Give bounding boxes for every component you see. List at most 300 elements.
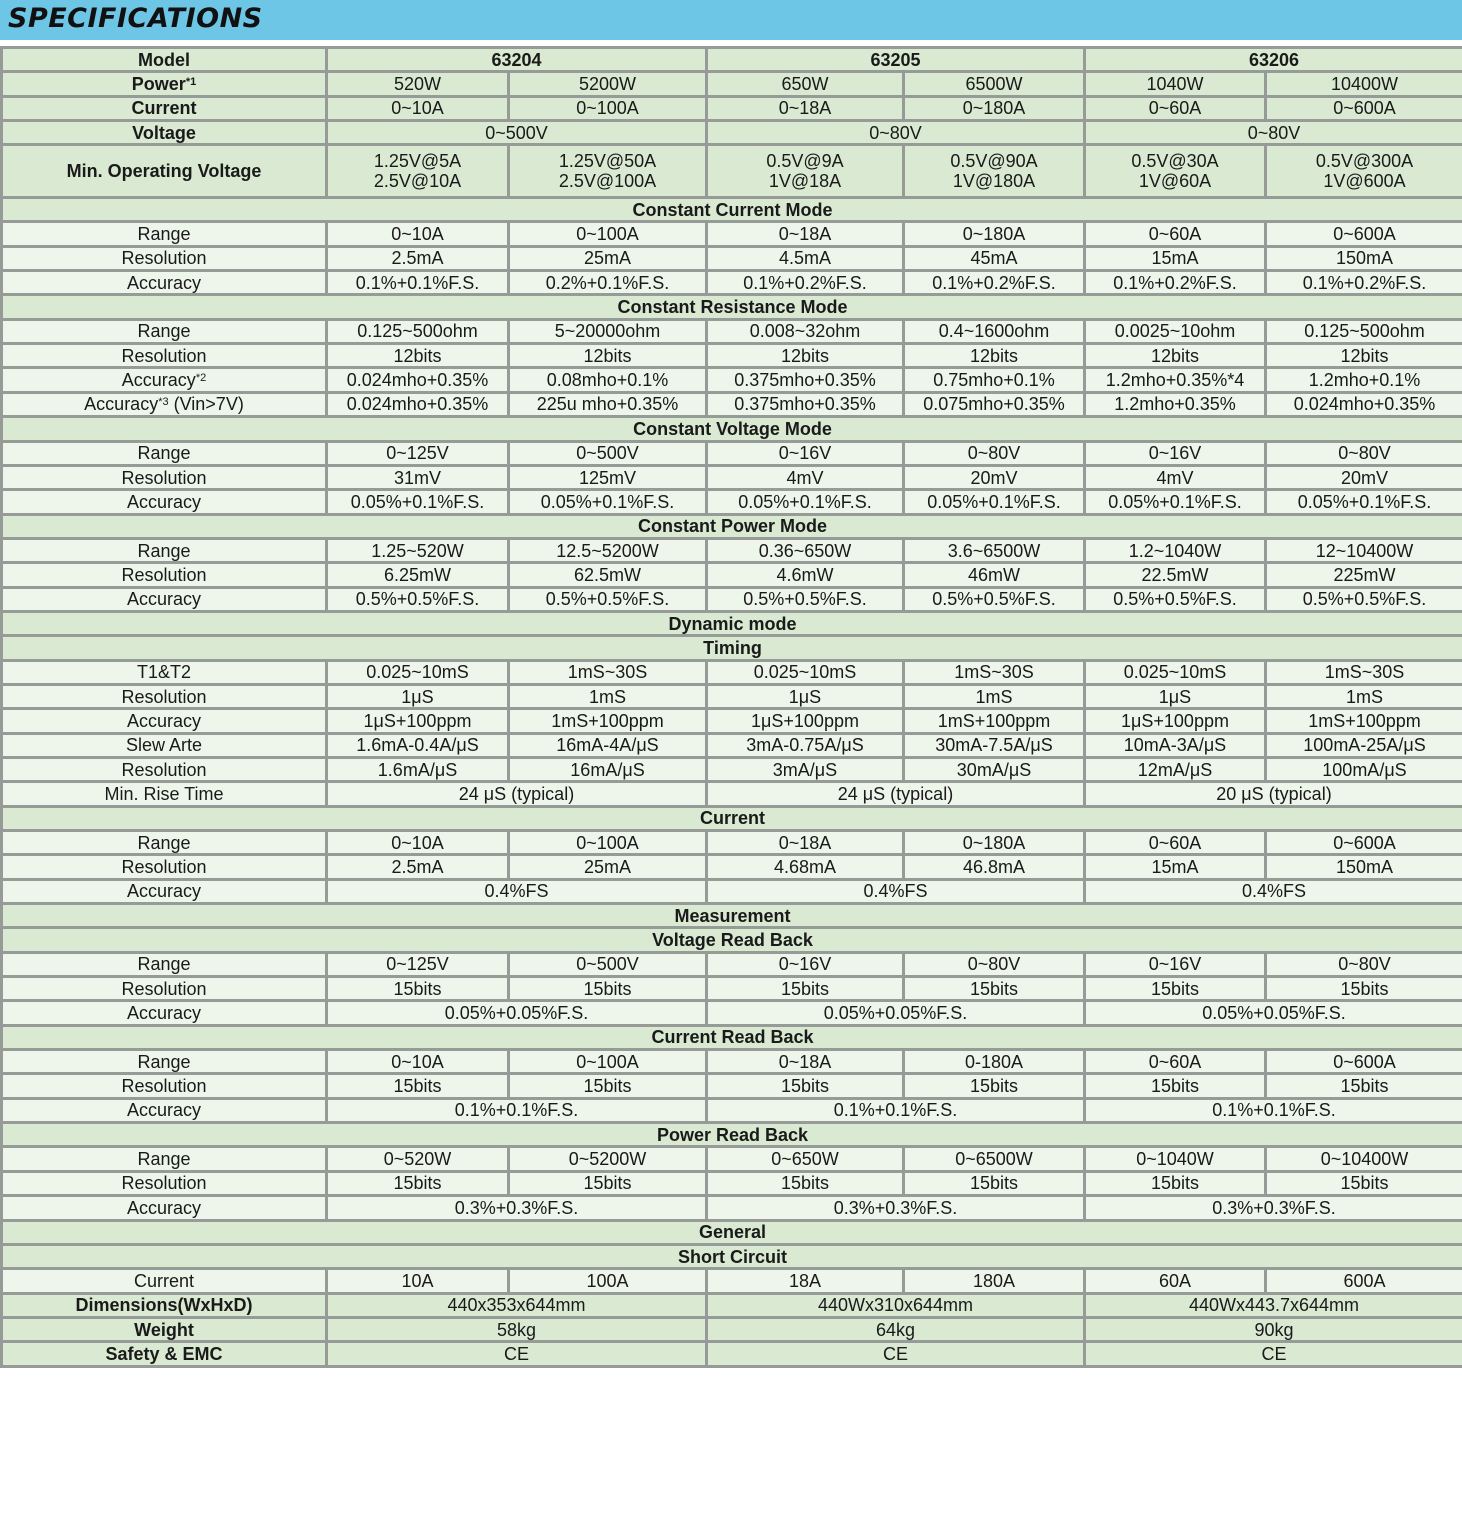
spec-row [2, 660, 1462, 684]
value-cell: 1mS+100ppm [904, 709, 1085, 733]
row-label-text: Resolution [121, 759, 207, 780]
spec-row [2, 879, 1462, 903]
value-cell: 15bits [707, 1074, 904, 1098]
value-cell: 1mS+100ppm [1266, 709, 1462, 733]
value-cell: 46mW [904, 563, 1085, 587]
value-cell: 0~100A [509, 222, 707, 246]
value-cell: 10400W [1266, 72, 1462, 96]
subsection-current: Current [2, 806, 1462, 830]
value-cell: 0.4%FS [1085, 879, 1462, 903]
spec-row [2, 709, 1462, 733]
value-cell: 0.05%+0.1%F.S. [904, 490, 1085, 514]
subsection-vrb: Voltage Read Back [2, 928, 1462, 952]
spec-row [2, 733, 1462, 757]
spec-row [2, 319, 1462, 343]
section-row [2, 417, 1462, 441]
row-label-text: Accuracy [126, 1003, 202, 1024]
value-cell: 0.024mho+0.35% [327, 368, 509, 392]
section-row [2, 1025, 1462, 1049]
value-cell: 0~600A [1266, 96, 1462, 120]
value-cell: 0~18A [707, 831, 904, 855]
value-cell: 0~60A [1085, 831, 1266, 855]
value-cell: 46.8mA [904, 855, 1085, 879]
value-cell: 225u mho+0.35% [509, 392, 707, 416]
value-cell: 1.6mA/μS [327, 757, 509, 781]
row-label-text: Accuracy [126, 272, 202, 293]
value-line: 1V@18A [768, 171, 842, 192]
value-cell: 0~16V [1085, 441, 1266, 465]
value-cell: 0.5%+0.5%F.S. [707, 587, 904, 611]
value-cell: 1.6mA-0.4A/μS [327, 733, 509, 757]
value-cell: 0.024mho+0.35% [1266, 392, 1462, 416]
row-label-text: Current [131, 98, 197, 119]
row-label [2, 1074, 327, 1098]
value-cell: 15bits [327, 1171, 509, 1195]
row-label [2, 145, 327, 198]
row-label [2, 977, 327, 1001]
value-cell: 6.25mW [327, 563, 509, 587]
value-cell: 1.2~1040W [1085, 538, 1266, 562]
section-row [2, 514, 1462, 538]
value-cell: 1μS+100ppm [1085, 709, 1266, 733]
spec-row [2, 441, 1462, 465]
value-line: 1V@180A [952, 171, 1036, 192]
value-cell: 0.1%+0.2%F.S. [1266, 271, 1462, 295]
value-cell: 0~125V [327, 441, 509, 465]
value-cell: 4mV [707, 465, 904, 489]
value-cell: 0~10400W [1266, 1147, 1462, 1171]
value-cell: 10mA-3A/μS [1085, 733, 1266, 757]
section-constant-power: Constant Power Mode [2, 514, 1462, 538]
value-cell: 1040W [1085, 72, 1266, 96]
value-cell: 15bits [1266, 977, 1462, 1001]
spec-row [2, 1293, 1462, 1317]
spec-row [2, 1317, 1462, 1341]
value-line: 1V@60A [1138, 171, 1212, 192]
row-label-text: Current [133, 1270, 195, 1291]
row-label-text: Resolution [121, 978, 207, 999]
value-cell: 0.36~650W [707, 538, 904, 562]
value-cell: 0.1%+0.2%F.S. [904, 271, 1085, 295]
section-row [2, 611, 1462, 635]
section-constant-voltage: Constant Voltage Mode [2, 417, 1462, 441]
value-line: 1.25V@5A [373, 151, 462, 172]
value-cell: 0.025~10mS [327, 660, 509, 684]
value-cell: 20 μS (typical) [1085, 782, 1462, 806]
row-label-text: Resolution [121, 1173, 207, 1194]
value-line: 0.5V@90A [950, 151, 1038, 172]
subsection-short-circuit: Short Circuit [2, 1244, 1462, 1268]
row-label-text: Resolution [121, 686, 207, 707]
value-cell: 1μS [707, 684, 904, 708]
row-label-text: Slew Arte [125, 735, 203, 756]
value-cell: 125mV [509, 465, 707, 489]
value-cell: 1mS [509, 684, 707, 708]
value-cell: 0~10A [327, 831, 509, 855]
value-cell: 0~500V [509, 441, 707, 465]
value-cell: 520W [327, 72, 509, 96]
value-cell: 0~60A [1085, 1050, 1266, 1074]
row-label [2, 1317, 327, 1341]
value-cell: 0.2%+0.1%F.S. [509, 271, 707, 295]
row-label [2, 121, 327, 145]
row-label-text: Range [137, 1149, 191, 1170]
value-cell [707, 145, 904, 198]
value-cell: 1mS~30S [904, 660, 1085, 684]
section-general: General [2, 1220, 1462, 1244]
row-label [2, 319, 327, 343]
row-label [2, 855, 327, 879]
value-cell: 31mV [327, 465, 509, 489]
value-cell: 150mA [1266, 246, 1462, 270]
row-label-text: Dimensions(WxHxD) [75, 1295, 253, 1316]
value-cell: 0.025~10mS [707, 660, 904, 684]
value-cell [509, 145, 707, 198]
value-cell: 0~180A [904, 222, 1085, 246]
value-cell: 0~5200W [509, 1147, 707, 1171]
value-cell: 0.05%+0.05%F.S. [327, 1001, 707, 1025]
value-line: 1V@600A [1323, 171, 1406, 192]
value-cell: 0~80V [904, 952, 1085, 976]
page-title: SPECIFICATIONS [8, 3, 263, 34]
spec-row [2, 222, 1462, 246]
value-cell: 10A [327, 1269, 509, 1293]
row-label-text: Accuracy [126, 881, 202, 902]
value-cell: 12bits [904, 344, 1085, 368]
section-row [2, 806, 1462, 830]
value-cell: 15bits [1266, 1074, 1462, 1098]
spec-row [2, 465, 1462, 489]
value-cell: 0~600A [1266, 831, 1462, 855]
value-cell: 600A [1266, 1269, 1462, 1293]
value-cell: 1mS [1266, 684, 1462, 708]
spec-row [2, 145, 1462, 198]
value-cell [1266, 145, 1462, 198]
value-cell: 0~100A [509, 1050, 707, 1074]
value-cell: 3mA-0.75A/μS [707, 733, 904, 757]
spec-row [2, 72, 1462, 96]
value-cell: 0~60A [1085, 222, 1266, 246]
value-cell: 0~18A [707, 96, 904, 120]
value-cell: 0~10A [327, 1050, 509, 1074]
spec-row [2, 831, 1462, 855]
value-cell: 4.5mA [707, 246, 904, 270]
value-cell: 30mA/μS [904, 757, 1085, 781]
row-label-text: Resolution [121, 248, 207, 269]
row-label-text: Resolution [121, 345, 207, 366]
value-cell: 0~80V [1266, 952, 1462, 976]
spec-row [2, 952, 1462, 976]
value-cell: 0.05%+0.1%F.S. [1266, 490, 1462, 514]
model-63204: 63204 [327, 48, 707, 72]
row-label-text: Range [137, 954, 191, 975]
row-label-text: Accuracy [126, 589, 202, 610]
spec-row [2, 1269, 1462, 1293]
row-label [2, 96, 327, 120]
value-cell: 0~6500W [904, 1147, 1085, 1171]
value-cell: 0.125~500ohm [327, 319, 509, 343]
value-cell: 20mV [904, 465, 1085, 489]
row-label [2, 344, 327, 368]
value-cell: 45mA [904, 246, 1085, 270]
value-cell: 1.2mho+0.1% [1266, 368, 1462, 392]
row-label [2, 684, 327, 708]
spec-row [2, 587, 1462, 611]
value-cell: 12bits [707, 344, 904, 368]
value-cell: 15mA [1085, 246, 1266, 270]
value-cell: 0.5%+0.5%F.S. [327, 587, 509, 611]
value-line: 0.5V@30A [1131, 151, 1219, 172]
value-cell: 0.025~10mS [1085, 660, 1266, 684]
value-cell: 0~18A [707, 1050, 904, 1074]
label-suffix: (Vin>7V) [168, 394, 244, 415]
value-cell: 0~80V [904, 441, 1085, 465]
row-label-text: Range [137, 443, 191, 464]
row-label-text: Accuracy [121, 370, 196, 391]
value-cell: 4.6mW [707, 563, 904, 587]
value-cell: 15bits [327, 1074, 509, 1098]
value-cell: 24 μS (typical) [707, 782, 1085, 806]
value-cell: 0.375mho+0.35% [707, 368, 904, 392]
value-cell: 100mA-25A/μS [1266, 733, 1462, 757]
spec-row [2, 246, 1462, 270]
spec-row [2, 1196, 1462, 1220]
value-cell: 0~180A [904, 96, 1085, 120]
value-cell: 225mW [1266, 563, 1462, 587]
value-cell: 0~10A [327, 96, 509, 120]
model-63205: 63205 [707, 48, 1085, 72]
footnote-marker: *3 [158, 396, 169, 409]
row-label-text: T1&T2 [136, 662, 192, 683]
section-row [2, 928, 1462, 952]
value-cell: 1.2mho+0.35%*4 [1085, 368, 1266, 392]
value-cell: 12bits [327, 344, 509, 368]
row-label-text: Range [137, 832, 191, 853]
value-cell: 0.4~1600ohm [904, 319, 1085, 343]
value-cell: 0~1040W [1085, 1147, 1266, 1171]
value-cell: 440x353x644mm [327, 1293, 707, 1317]
value-cell: 58kg [327, 1317, 707, 1341]
value-cell: 0.3%+0.3%F.S. [1085, 1196, 1462, 1220]
value-cell: 15bits [904, 1171, 1085, 1195]
value-cell: 1μS+100ppm [327, 709, 509, 733]
value-cell: 15bits [707, 977, 904, 1001]
section-row [2, 904, 1462, 928]
value-cell: 24 μS (typical) [327, 782, 707, 806]
value-cell: 3mA/μS [707, 757, 904, 781]
value-cell: 1mS+100ppm [509, 709, 707, 733]
value-cell: 15bits [509, 1074, 707, 1098]
row-label [2, 587, 327, 611]
value-cell: 1.25~520W [327, 538, 509, 562]
spec-row [2, 1001, 1462, 1025]
row-label-text: Voltage [132, 122, 196, 143]
value-cell: 1μS+100ppm [707, 709, 904, 733]
footnote-marker: *1 [185, 76, 197, 89]
row-label [2, 271, 327, 295]
value-cell: 12bits [509, 344, 707, 368]
row-label [2, 733, 327, 757]
value-cell: 0.008~32ohm [707, 319, 904, 343]
value-cell [1085, 145, 1266, 198]
value-cell: 16mA-4A/μS [509, 733, 707, 757]
value-cell: 0.05%+0.05%F.S. [707, 1001, 1085, 1025]
value-cell [904, 145, 1085, 198]
section-row [2, 1244, 1462, 1268]
value-cell: 1mS~30S [509, 660, 707, 684]
section-constant-current: Constant Current Mode [2, 198, 1462, 222]
row-label-text: Accuracy [126, 710, 202, 731]
row-label-text: Accuracy [84, 394, 159, 415]
row-label [2, 465, 327, 489]
row-label [2, 246, 327, 270]
value-cell: 440Wx310x644mm [707, 1293, 1085, 1317]
value-cell: 0~16V [707, 952, 904, 976]
row-label [2, 831, 327, 855]
value-cell: 650W [707, 72, 904, 96]
value-cell: 90kg [1085, 1317, 1462, 1341]
row-label-text: Range [137, 224, 191, 245]
value-cell: 3.6~6500W [904, 538, 1085, 562]
row-label [2, 368, 327, 392]
value-cell: CE [327, 1342, 707, 1366]
row-label [2, 1147, 327, 1171]
spec-row [2, 1171, 1462, 1195]
value-cell: 0.1%+0.1%F.S. [707, 1098, 1085, 1122]
value-cell: 0.024mho+0.35% [327, 392, 509, 416]
row-label-text: Range [137, 540, 191, 561]
spec-row [2, 344, 1462, 368]
row-label [2, 660, 327, 684]
section-row [2, 1123, 1462, 1147]
row-label [2, 490, 327, 514]
value-cell: 4mV [1085, 465, 1266, 489]
specifications-table [0, 46, 1462, 1368]
value-cell: 12mA/μS [1085, 757, 1266, 781]
section-row [2, 198, 1462, 222]
value-cell: 0~650W [707, 1147, 904, 1171]
row-label-text: Safety & EMC [105, 1343, 223, 1364]
model-header-row [2, 48, 1462, 72]
spec-row [2, 490, 1462, 514]
row-label [2, 879, 327, 903]
value-cell: 64kg [707, 1317, 1085, 1341]
value-cell: 0.075mho+0.35% [904, 392, 1085, 416]
value-cell: 1μS [327, 684, 509, 708]
value-cell: 0.05%+0.1%F.S. [707, 490, 904, 514]
row-label [2, 1050, 327, 1074]
value-cell: 15bits [904, 977, 1085, 1001]
spec-row [2, 1050, 1462, 1074]
value-cell: 0~520W [327, 1147, 509, 1171]
value-cell: 0~500V [509, 952, 707, 976]
row-label-text: Power [131, 74, 186, 95]
value-cell: 0.125~500ohm [1266, 319, 1462, 343]
value-line: 0.5V@300A [1315, 151, 1414, 172]
value-cell: 2.5mA [327, 855, 509, 879]
value-cell: 0.1%+0.1%F.S. [327, 271, 509, 295]
spec-row [2, 1147, 1462, 1171]
value-cell: 1mS~30S [1266, 660, 1462, 684]
value-cell: 25mA [509, 855, 707, 879]
value-cell: 6500W [904, 72, 1085, 96]
value-cell: 12bits [1085, 344, 1266, 368]
value-cell: 0.5%+0.5%F.S. [1085, 587, 1266, 611]
row-label [2, 1196, 327, 1220]
row-label [2, 757, 327, 781]
value-cell: 0.05%+0.1%F.S. [509, 490, 707, 514]
value-cell: 0~10A [327, 222, 509, 246]
value-cell: CE [1085, 1342, 1462, 1366]
value-cell: 0.0025~10ohm [1085, 319, 1266, 343]
value-cell: 150mA [1266, 855, 1462, 879]
row-label-text: Resolution [121, 467, 207, 488]
value-cell: 1μS [1085, 684, 1266, 708]
value-cell: 0~100A [509, 96, 707, 120]
value-cell: 0-180A [904, 1050, 1085, 1074]
value-cell: 15bits [1085, 1171, 1266, 1195]
value-cell: 2.5mA [327, 246, 509, 270]
section-dynamic-mode: Dynamic mode [2, 611, 1462, 635]
value-cell: 0.1%+0.2%F.S. [1085, 271, 1266, 295]
value-cell: 20mV [1266, 465, 1462, 489]
row-label-text: Accuracy [126, 1197, 202, 1218]
value-cell: 0.05%+0.1%F.S. [1085, 490, 1266, 514]
value-cell: 0.5%+0.5%F.S. [1266, 587, 1462, 611]
row-label-text: Resolution [121, 857, 207, 878]
value-cell: 15mA [1085, 855, 1266, 879]
spec-row [2, 1074, 1462, 1098]
row-label-text: Range [137, 1051, 191, 1072]
value-cell: 15bits [707, 1171, 904, 1195]
value-cell: 22.5mW [1085, 563, 1266, 587]
spec-row [2, 563, 1462, 587]
value-cell: 0~18A [707, 222, 904, 246]
value-cell: 0.75mho+0.1% [904, 368, 1085, 392]
row-label-text: Weight [134, 1319, 194, 1340]
value-cell: 0.5%+0.5%F.S. [509, 587, 707, 611]
value-cell: 0~16V [1085, 952, 1266, 976]
row-label [2, 709, 327, 733]
value-cell: 1mS [904, 684, 1085, 708]
value-cell: 0~100A [509, 831, 707, 855]
value-cell: 0.375mho+0.35% [707, 392, 904, 416]
value-cell: 0.08mho+0.1% [509, 368, 707, 392]
value-cell: 30mA-7.5A/μS [904, 733, 1085, 757]
value-cell: 180A [904, 1269, 1085, 1293]
value-cell: 0~60A [1085, 96, 1266, 120]
value-line: 2.5V@10A [373, 171, 462, 192]
value-cell: 0.4%FS [707, 879, 1085, 903]
value-cell: 15bits [904, 1074, 1085, 1098]
section-measurement: Measurement [2, 904, 1462, 928]
spec-row [2, 1098, 1462, 1122]
section-row [2, 636, 1462, 660]
row-label-text: Min. Rise Time [104, 783, 224, 804]
value-line: 2.5V@100A [558, 171, 657, 192]
value-cell: 16mA/μS [509, 757, 707, 781]
row-label [2, 441, 327, 465]
row-label-text: Resolution [121, 1076, 207, 1097]
footnote-marker: *2 [195, 372, 207, 385]
value-cell: 0~16V [707, 441, 904, 465]
model-label: Model [2, 48, 327, 72]
value-cell: 0.3%+0.3%F.S. [707, 1196, 1085, 1220]
spec-row [2, 1342, 1462, 1366]
row-label [2, 392, 327, 416]
subsection-timing: Timing [2, 636, 1462, 660]
subsection-crb: Current Read Back [2, 1025, 1462, 1049]
